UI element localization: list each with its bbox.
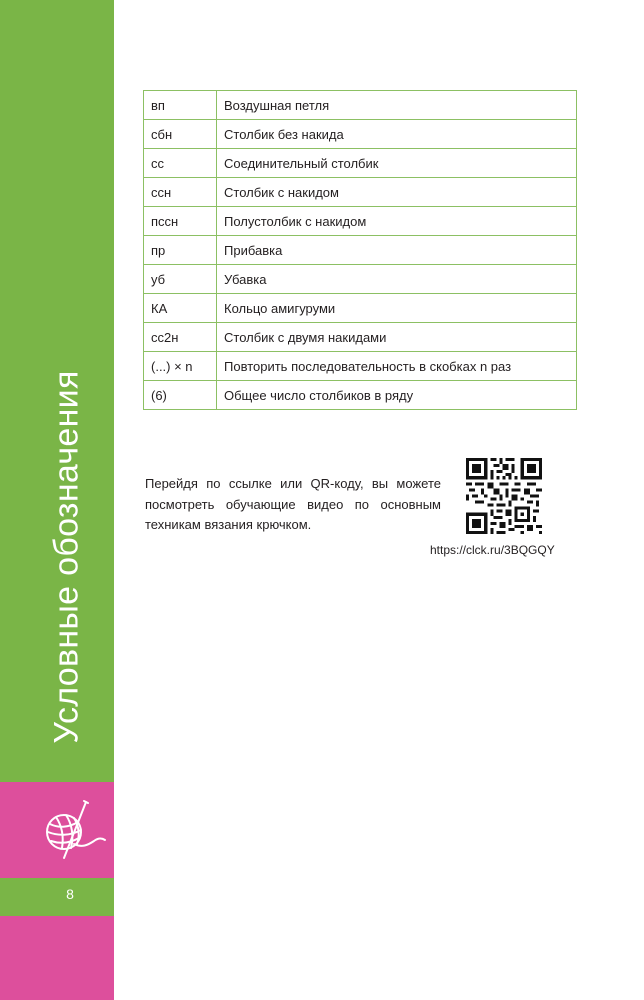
abbreviation-cell: сс2н (144, 323, 217, 352)
yarn-ball-icon (38, 798, 108, 862)
table-row (144, 207, 577, 236)
abbreviation-cell: (6) (144, 381, 217, 410)
meaning-cell: Столбик с накидом (217, 178, 577, 207)
meaning-cell: Кольцо амигуруми (217, 294, 577, 323)
table-row (144, 149, 577, 178)
table-row (144, 236, 577, 265)
abbreviation-cell: (...) × n (144, 352, 217, 381)
table-row (144, 294, 577, 323)
table-row (144, 120, 577, 149)
meaning-cell: Общее число столбиков в ряду (217, 381, 577, 410)
abbreviation-cell: сс (144, 149, 217, 178)
meaning-cell: Столбик с двумя накидами (217, 323, 577, 352)
sidebar (0, 0, 114, 1000)
sidebar-pink-footer (0, 916, 114, 1000)
meaning-cell: Полустолбик с накидом (217, 207, 577, 236)
abbreviation-cell: уб (144, 265, 217, 294)
qr-code-icon[interactable] (466, 458, 542, 534)
video-tutorial-note: Перейдя по ссылке или QR-коду, вы можете посмотреть обучающие видео по основным техникам вязания крючком. (145, 476, 441, 532)
page-number: 8 (66, 886, 74, 902)
abbreviation-cell: ссн (144, 178, 217, 207)
section-title: Условные обозначения (47, 370, 86, 744)
legend-table (143, 90, 577, 410)
table-row (144, 352, 577, 381)
meaning-cell: Повторить последовательность в скобках n раз (217, 352, 577, 381)
meaning-cell: Воздушная петля (217, 91, 577, 120)
abbreviation-cell: сбн (144, 120, 217, 149)
abbreviation-cell: КА (144, 294, 217, 323)
meaning-cell: Убавка (217, 265, 577, 294)
table-row (144, 323, 577, 352)
table-row (144, 265, 577, 294)
table-row (144, 91, 577, 120)
qr-link-url[interactable]: https://clck.ru/3BQGQY (430, 543, 555, 557)
abbreviation-cell: пр (144, 236, 217, 265)
meaning-cell: Соединительный столбик (217, 149, 577, 178)
abbreviation-cell: пссн (144, 207, 217, 236)
meaning-cell: Столбик без накида (217, 120, 577, 149)
table-row (144, 381, 577, 410)
meaning-cell: Прибавка (217, 236, 577, 265)
abbreviation-cell: вп (144, 91, 217, 120)
table-row (144, 178, 577, 207)
